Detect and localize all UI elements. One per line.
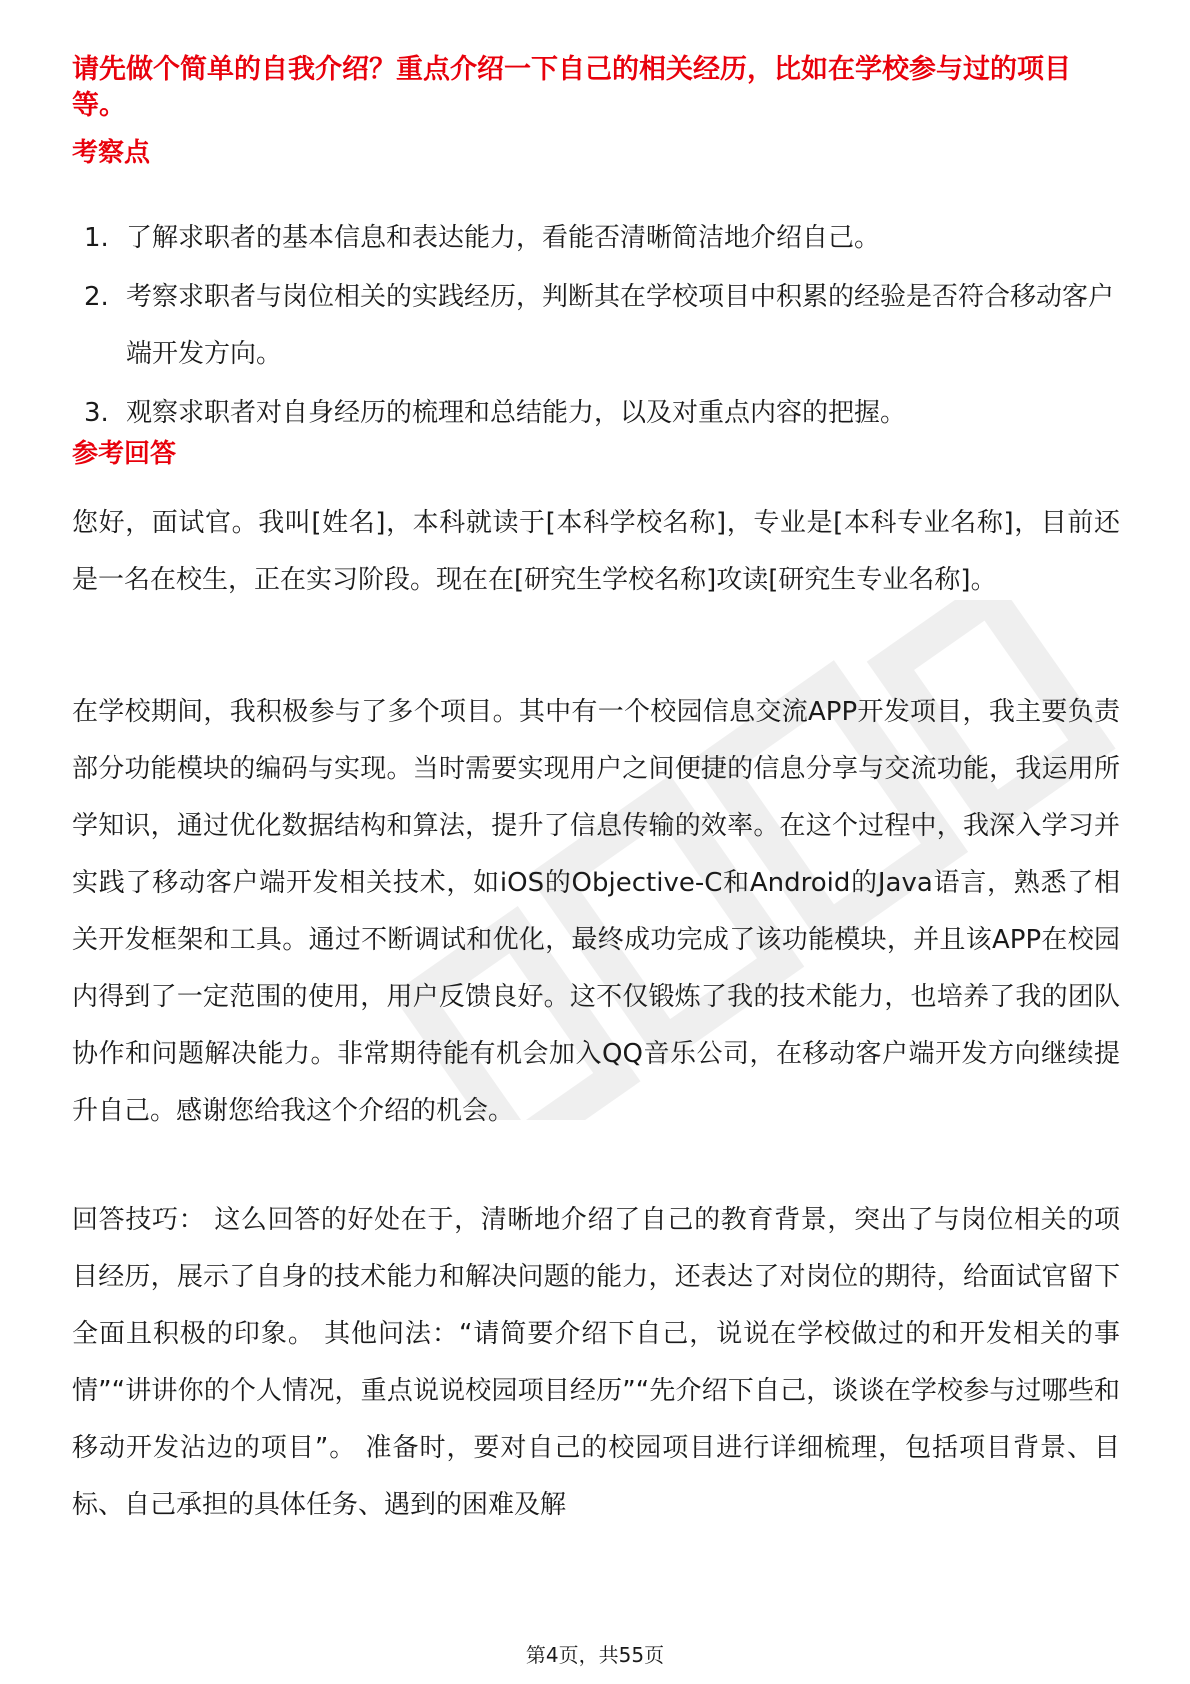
list-number: 3. — [84, 398, 109, 428]
list-number: 1. — [84, 223, 109, 253]
list-text: 考察求职者与岗位相关的实践经历，判断其在学校项目中积累的经验是否符合移动客户端开发方向。 — [126, 282, 1115, 369]
list-text: 观察求职者对自身经历的梳理和总结能力，以及对重点内容的把握。 — [126, 398, 907, 428]
list-item — [72, 385, 1120, 442]
exam-points-heading: 考察点 — [72, 138, 151, 168]
page-number: 第4页，共55页 — [525, 1643, 665, 1667]
exam-points-list — [72, 210, 1120, 442]
list-number: 2. — [84, 282, 109, 312]
list-item — [72, 269, 1120, 383]
list-text: 了解求职者的基本信息和表达能力，看能否清晰简洁地介绍自己。 — [126, 223, 881, 253]
list-item — [72, 210, 1120, 267]
answer-paragraph-intro: 您好，面试官。我叫[姓名]，本科就读于[本科学校名称]，专业是[本科专业名称]，目前还是一名在校生，正在实习阶段。现在在[研究生学校名称]攻读[研究生专业名称]。 — [72, 508, 1120, 595]
answer-paragraph-projects: 在学校期间，我积极参与了多个项目。其中有一个校园信息交流APP开发项目，我主要负责部分功能模块的编码与实现。当时需要实现用户之间便捷的信息分享与交流功能，我运用所学知识，通过优化数据结构和算法，提升了信息传输的效率。在这个过程中，我深入学习并实践了移动客户端开发相关技术，如iOS的Objective-C和Android的Java语言，熟悉了相关开发框架和工具。通过不断调试和优化，最终成功完成了该功能模块，并且该APP在校园内得到了一定范围的使用，用户反馈良好。这不仅锻炼了我的技术能力，也培养了我的团队协作和问题解决能力。非常期待能有机会加入QQ音乐公司，在移动客户端开发方向继续提升自己。感谢您给我这个介绍的机会。 — [72, 697, 1120, 1126]
answer-tips-paragraph: 回答技巧： 这么回答的好处在于，清晰地介绍了自己的教育背景，突出了与岗位相关的项目经历，展示了自身的技术能力和解决问题的能力，还表达了对岗位的期待，给面试官留下全面且积极的印象。 其他问法：“请简要介绍下自己，说说在学校做过的和开发相关的事情”“讲讲你的个人情况，重点说说校园项目经历”“先介绍下自己，谈谈在学校参与过哪些和移动开发沾边的项目”。 准备时，要对自己的校园项目进行详细梳理，包括项目背景、目标、自己承担的具体任务、遇到的困难及解 — [72, 1205, 1120, 1520]
reference-answer-heading: 参考回答 — [72, 439, 177, 469]
question-heading: 请先做个简单的自我介绍？重点介绍一下自己的相关经历，比如在学校参与过的项目等。 — [72, 54, 1071, 121]
